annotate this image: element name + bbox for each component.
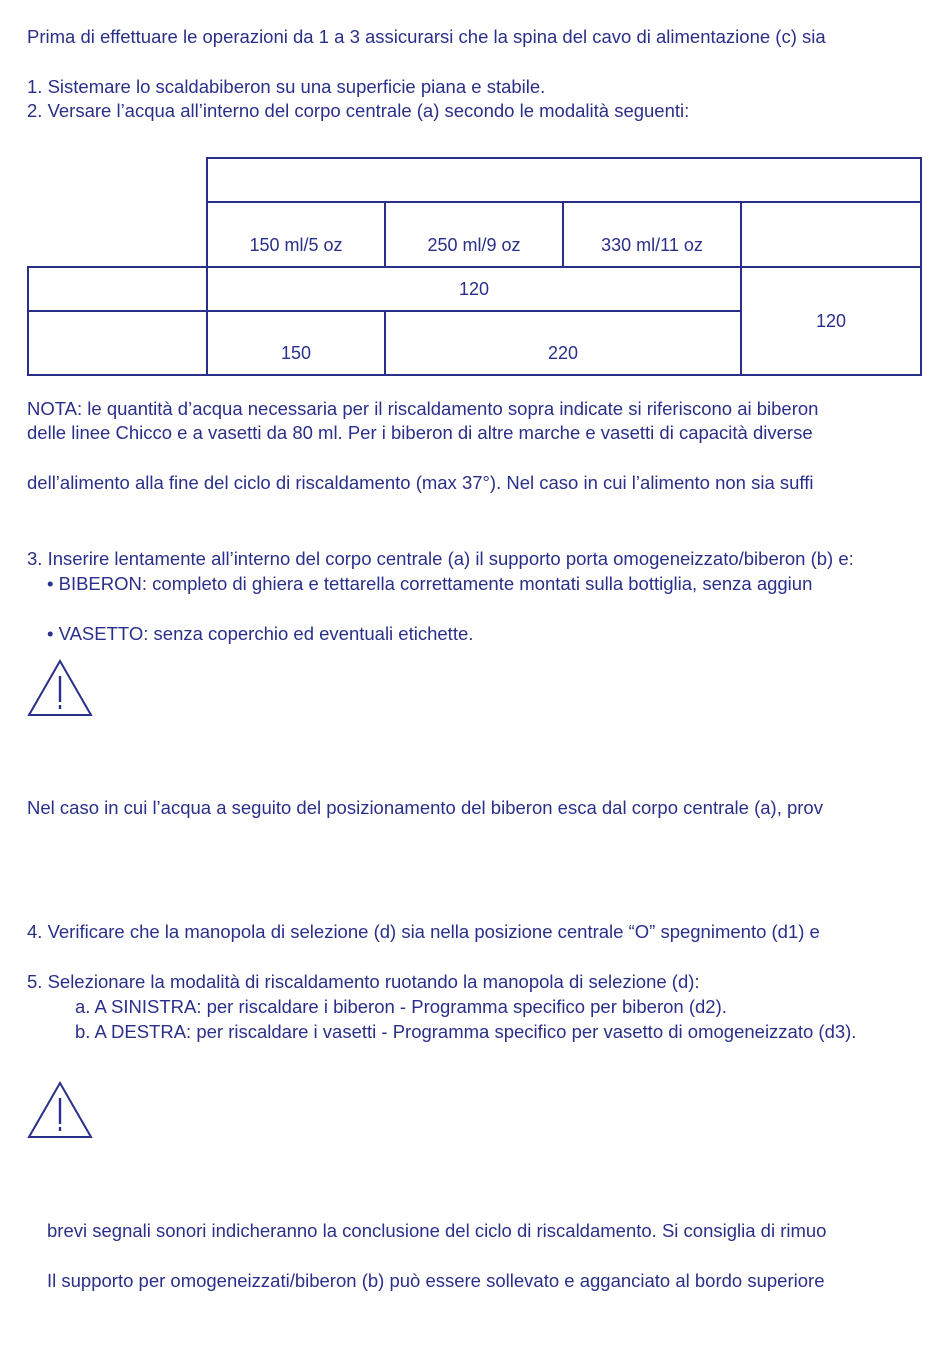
jar-header-cell xyxy=(741,202,921,267)
step-3-vasetto: • VASETTO: senza coperchio ed eventuali etichette. xyxy=(47,623,474,644)
row2-value-220-cell: 220 xyxy=(385,311,741,375)
beep-line: brevi segnali sonori indicheranno la conclusione del ciclo di riscaldamento. Si consiglia di rimuo xyxy=(47,1220,827,1241)
step-2: 2. Versare l’acqua all’interno del corpo centrale (a) secondo le modalità seguenti: xyxy=(27,100,690,121)
size-330-cell: 330 ml/11 oz xyxy=(563,202,741,267)
size-150-cell: 150 ml/5 oz xyxy=(207,202,385,267)
step-5-a: a. A SINISTRA: per riscaldare i biberon - Programma specifico per biberon (d2). xyxy=(75,996,727,1017)
step-3-biberon: • BIBERON: completo di ghiera e tettarella correttamente montati sulla bottiglia, senza aggiun xyxy=(47,573,813,594)
warning-triangle-icon xyxy=(27,658,93,718)
table-blank-cell xyxy=(28,202,207,267)
nota-line-1: NOTA: le quantità d’acqua necessaria per il riscaldamento sopra indicate si riferiscono ai biberon xyxy=(27,398,819,419)
step-5-b: b. A DESTRA: per riscaldare i vasetti - Programma specifico per vasetto di omogeneizzato (d3). xyxy=(75,1021,857,1042)
warning-triangle-icon xyxy=(27,1080,93,1140)
jar-value-cell: 120 xyxy=(741,267,921,375)
size-250-cell: 250 ml/9 oz xyxy=(385,202,563,267)
step-1: 1. Sistemare lo scaldabiberon su una superficie piana e stabile. xyxy=(27,76,546,97)
step-4: 4. Verificare che la manopola di selezione (d) sia nella posizione centrale “O” spegnimento (d1) e xyxy=(27,921,820,942)
nota-line-3: dell’alimento alla fine del ciclo di riscaldamento (max 37°). Nel caso in cui l’alimento non sia suffi xyxy=(27,472,814,493)
step-3: 3. Inserire lentamente all’interno del corpo centrale (a) il supporto porta omogeneizzato/biberon (b) e: xyxy=(27,548,854,569)
step-5: 5. Selezionare la modalità di riscaldamento ruotando la manopola di selezione (d): xyxy=(27,971,700,992)
row-label-cell xyxy=(28,267,207,311)
row-label-cell xyxy=(28,311,207,375)
support-line: Il supporto per omogeneizzati/biberon (b) può essere sollevato e agganciato al bordo superiore xyxy=(47,1270,825,1291)
row2-value-150-cell: 150 xyxy=(207,311,385,375)
intro-line: Prima di effettuare le operazioni da 1 a 3 assicurarsi che la spina del cavo di alimentazione (c) sia xyxy=(27,26,826,47)
table-header-cell xyxy=(207,158,921,202)
table-blank-cell xyxy=(28,158,207,202)
row1-value-cell: 120 xyxy=(207,267,741,311)
water-overflow-line: Nel caso in cui l’acqua a seguito del posizionamento del biberon esca dal corpo centrale (a), prov xyxy=(27,797,823,818)
water-quantity-table xyxy=(27,157,922,376)
nota-line-2: delle linee Chicco e a vasetti da 80 ml. Per i biberon di altre marche e vasetti di capacità diverse xyxy=(27,422,813,443)
